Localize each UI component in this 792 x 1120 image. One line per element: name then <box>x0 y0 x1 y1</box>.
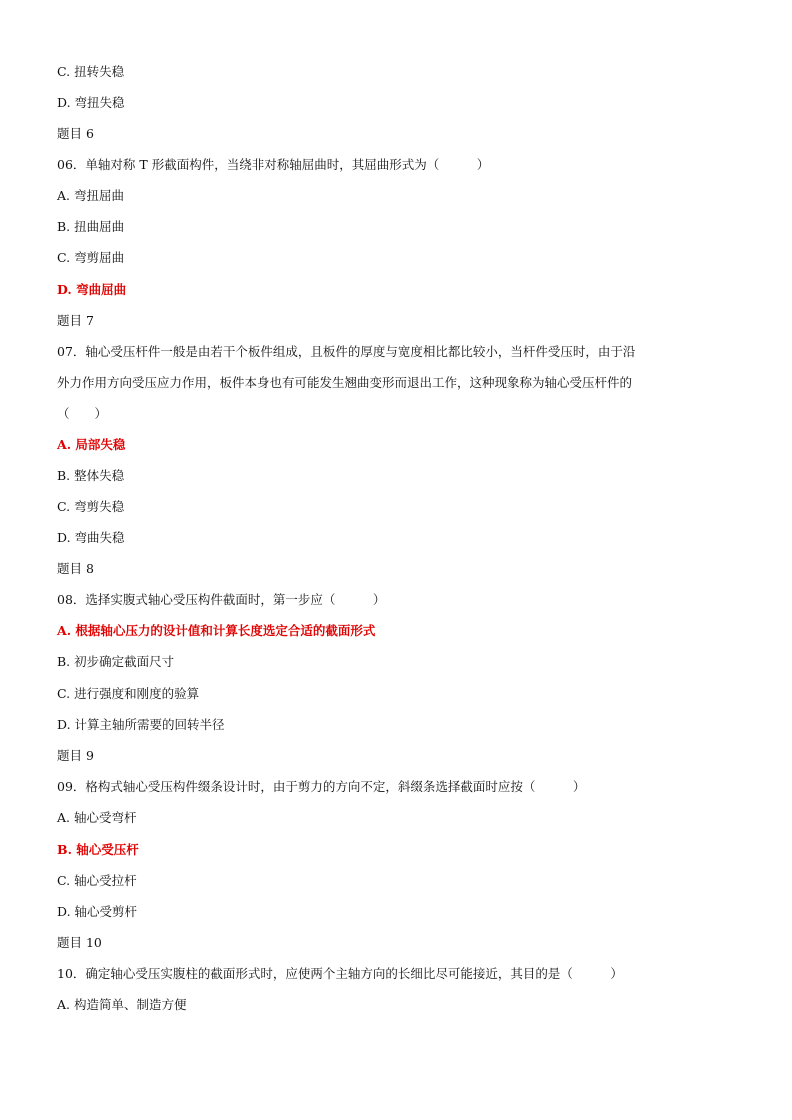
question-7-option-c: C. 弯剪失稳 <box>57 499 125 514</box>
question-10-heading: 题目 10 <box>57 935 102 950</box>
question-7-answer-option-a: A. 局部失稳 <box>57 437 126 452</box>
option-c: C. 扭转失稳 <box>57 64 125 79</box>
question-7-heading: 题目 7 <box>57 313 94 328</box>
question-10-option-a: A. 构造简单、制造方便 <box>57 997 187 1012</box>
question-8-option-d: D. 计算主轴所需要的回转半径 <box>57 717 225 732</box>
question-6-heading: 题目 6 <box>57 126 94 141</box>
question-9-option-c: C. 轴心受拉杆 <box>57 873 137 888</box>
question-9-answer-option-b: B. 轴心受压杆 <box>57 842 139 857</box>
question-8-text: 08．选择实腹式轴心受压构件截面时，第一步应（ ） <box>57 592 386 607</box>
question-7-option-d: D. 弯曲失稳 <box>57 530 125 545</box>
question-9-option-d: D. 轴心受剪杆 <box>57 904 138 919</box>
question-6-text: 06．单轴对称 T 形截面构件，当绕非对称轴屈曲时，其屈曲形式为（ ） <box>57 157 490 172</box>
question-9-option-a: A. 轴心受弯杆 <box>57 810 137 825</box>
question-6-option-c: C. 弯剪屈曲 <box>57 250 125 265</box>
question-7-option-b: B. 整体失稳 <box>57 468 125 483</box>
question-7-text-line-2: 外力作用方向受压应力作用，板件本身也有可能发生翘曲变形而退出工作，这种现象称为轴心受压杆件的 <box>57 375 633 390</box>
question-8-heading: 题目 8 <box>57 561 94 576</box>
question-7-text-line-1: 07．轴心受压杆件一般是由若干个板件组成，且板件的厚度与宽度相比都比较小，当杆件受压时，由于沿 <box>57 344 636 359</box>
question-6-option-b: B. 扭曲屈曲 <box>57 219 125 234</box>
question-9-heading: 题目 9 <box>57 748 94 763</box>
question-8-option-b: B. 初步确定截面尺寸 <box>57 654 175 669</box>
question-8-option-c: C. 进行强度和刚度的验算 <box>57 686 200 701</box>
option-d: D. 弯扭失稳 <box>57 95 125 110</box>
question-8-answer-option-a: A. 根据轴心压力的设计值和计算长度选定合适的截面形式 <box>57 623 376 638</box>
question-6-option-a: A. 弯扭屈曲 <box>57 188 124 203</box>
question-10-text: 10．确定轴心受压实腹柱的截面形式时，应使两个主轴方向的长细比尽可能接近，其目的是（ ） <box>57 966 623 981</box>
question-7-blank: （ ） <box>57 406 108 421</box>
question-9-text: 09．格构式轴心受压构件缀条设计时，由于剪力的方向不定，斜缀条选择截面时应按（ ） <box>57 779 586 794</box>
question-6-answer-option-d: D. 弯曲屈曲 <box>57 282 127 297</box>
